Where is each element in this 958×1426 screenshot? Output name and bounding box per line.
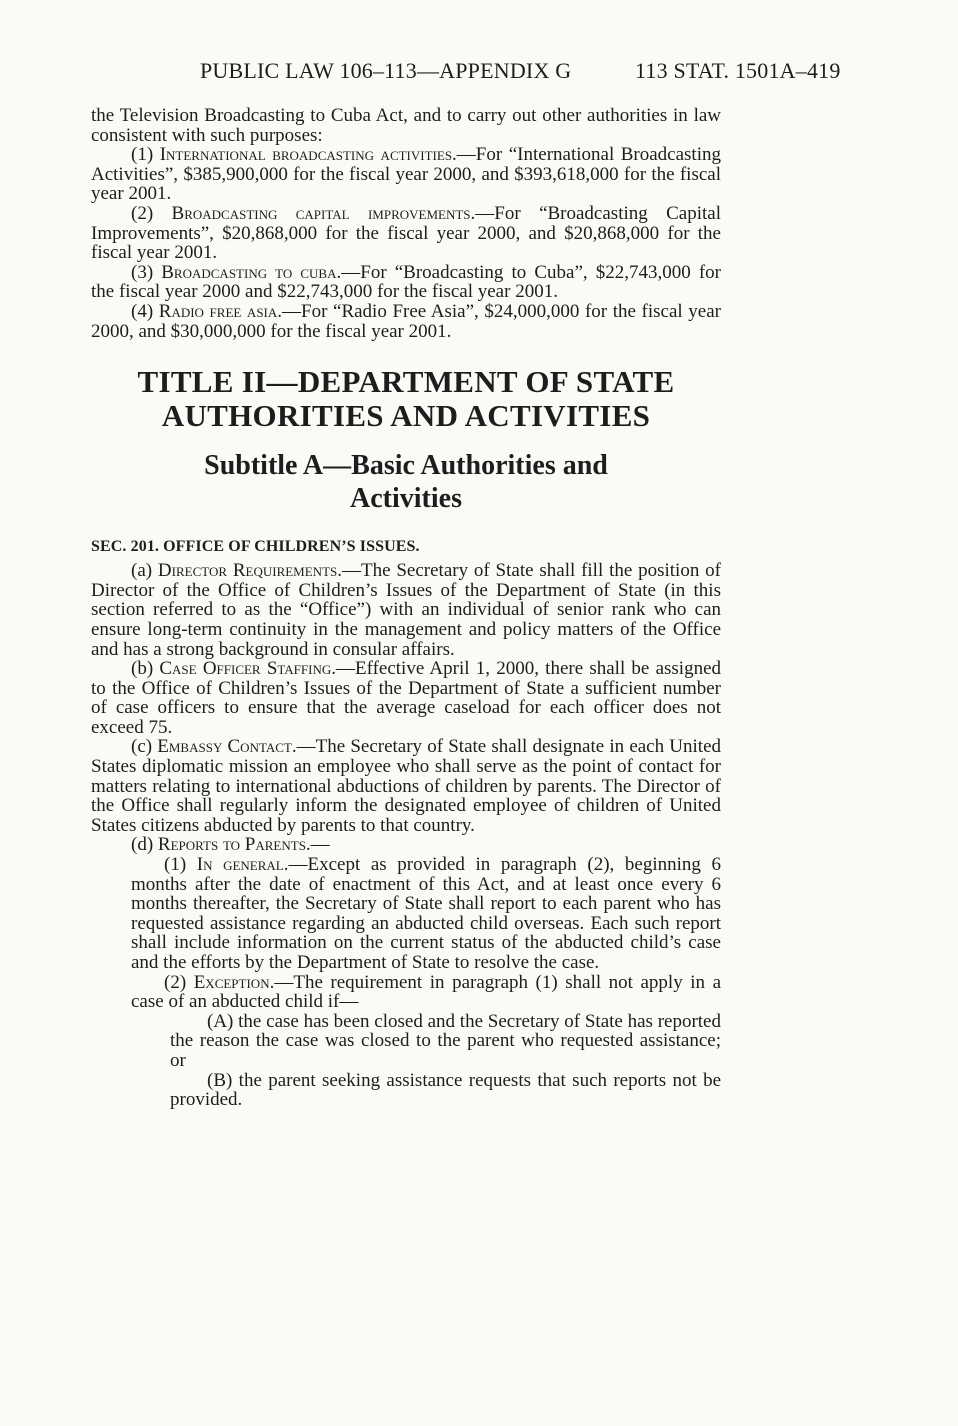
- item-number: (1): [131, 144, 154, 166]
- item-number: (3): [131, 261, 154, 283]
- item-number: (2): [131, 202, 154, 224]
- item-text: —For “Radio Free Asia”, $24,000,000 for the fiscal year 2000, and $30,000,000 for the fiscal year 2001.: [91, 300, 721, 342]
- subsection-text: —: [310, 834, 330, 856]
- subsection-heading: Embassy Contact.: [157, 736, 297, 758]
- section-heading: SEC. 201. OFFICE OF CHILDREN’S ISSUES.: [91, 538, 420, 556]
- subsection-text: —Effective April 1, 2000, there shall be assigned to the Office of Children’s Issues of the Department of State a sufficient number of case officers to ensure that the average caseload for each officer does not exceed 75.: [91, 658, 722, 738]
- subsection-c: [91, 737, 721, 835]
- item-text: —For “Broadcasting Capital Improvements”, $20,868,000 for the fiscal year 2000, and $20,868,000 for the fiscal year 2001.: [91, 202, 721, 264]
- subsection-heading: Reports to Parents.: [157, 834, 311, 856]
- subparagraph-b: [170, 1071, 721, 1110]
- item-heading: Radio free asia.: [158, 300, 283, 322]
- item-paragraph: [91, 204, 721, 263]
- paragraph-text: —Except as provided in paragraph (2), beginning 6 months after the date of enactment of this Act, and at least once every 6 months thereafter, the Secretary of State shall report to each parent who has requested assistance regarding an abducted child overseas. Each such report shall include information on the current status of the abducted child’s case and the efforts by the Department of State to resolve the case.: [131, 854, 721, 973]
- subsection-d: [91, 835, 721, 855]
- item-heading: International broadcasting activities.: [159, 144, 457, 166]
- paragraph-1: [131, 855, 721, 973]
- document-body: [91, 106, 721, 1110]
- subsection-heading: Director Requirements.: [157, 560, 342, 582]
- subsection-heading: Case Officer Staffing.: [159, 658, 336, 680]
- item-heading: Broadcasting capital improvements.: [171, 202, 476, 224]
- item-number: (4): [131, 300, 154, 322]
- paragraph-number: (2): [164, 971, 187, 993]
- header-law-title: PUBLIC LAW 106–113—APPENDIX G: [200, 58, 572, 83]
- subsection-text: —The Secretary of State shall fill the position of Director of the Office of Children’s Issues of the Department of State (in this section referred to as the “Office”) with an individual of senior rank who can ensure long-term continuity in the management and policy matters of the Office and has a strong background in consular affairs.: [91, 560, 721, 660]
- subsection-number: (a): [131, 560, 153, 582]
- paragraph-2: [131, 973, 721, 1012]
- item-paragraph: [91, 145, 721, 204]
- subparagraph-a: [170, 1012, 721, 1071]
- paragraph-text: —The requirement in paragraph (1) shall not apply in a case of an abducted child if—: [131, 971, 721, 1013]
- paragraph-heading: Exception.: [193, 971, 275, 993]
- subtitle-line-1: Subtitle A—Basic Authorities and: [204, 450, 608, 482]
- subparagraph-number: (B): [207, 1069, 233, 1091]
- subparagraph-text: the case has been closed and the Secretary of State has reported the reason the case was closed to the parent who requested assistance; or: [170, 1010, 721, 1071]
- paragraph-heading: In general.: [196, 854, 289, 876]
- running-header: [0, 58, 958, 88]
- item-text: —For “International Broadcasting Activities”, $385,900,000 for the fiscal year 2000, and $393,618,000 for the fiscal year 2001.: [91, 144, 721, 205]
- subsection-b: [91, 659, 721, 737]
- item-text: —For “Broadcasting to Cuba”, $22,743,000 for the fiscal year 2000 and $22,743,000 for the fiscal year 2001.: [91, 261, 721, 303]
- subsection-number: (b): [131, 658, 154, 680]
- subsection-a: [91, 561, 721, 659]
- paragraph-number: (1): [164, 854, 187, 876]
- title-line-1: TITLE II—DEPARTMENT OF STATE: [137, 364, 675, 400]
- intro-paragraph: the Television Broadcasting to Cuba Act, and to carry out other authorities in law consistent with such purposes:: [91, 105, 721, 146]
- subsection-text: —The Secretary of State shall designate in each United States diplomatic mission an employee who shall serve as the point of contact for matters relating to international abductions of children by parents. The Director of the Office shall regularly inform the designated employee of children of United States citizens abducted by parents to that country.: [91, 736, 721, 836]
- item-paragraph: [91, 263, 721, 302]
- subtitle-line-2: Activities: [350, 483, 462, 515]
- subtitle-heading: [91, 449, 721, 515]
- title-line-2: AUTHORITIES AND ACTIVITIES: [161, 398, 651, 434]
- subparagraph-number: (A): [207, 1010, 234, 1032]
- header-statute-page: 113 STAT. 1501A–419: [635, 58, 841, 83]
- title-heading: [91, 365, 721, 433]
- subparagraph-text: the parent seeking assistance requests that such reports not be provided.: [170, 1069, 721, 1111]
- subsection-number: (c): [131, 736, 153, 758]
- item-paragraph: [91, 302, 721, 341]
- subsection-number: (d): [131, 834, 154, 856]
- item-heading: Broadcasting to cuba.: [161, 261, 342, 283]
